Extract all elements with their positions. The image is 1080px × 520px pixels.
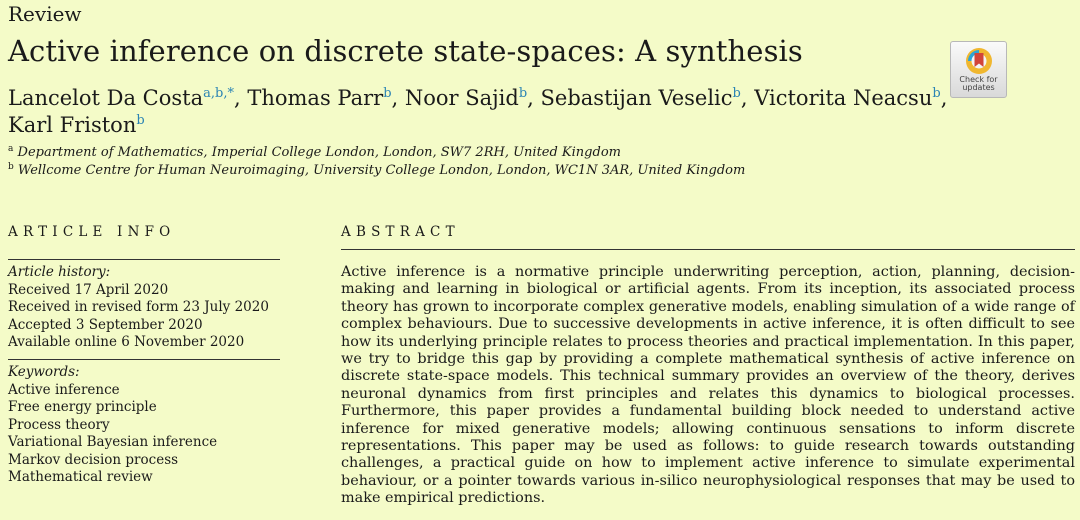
keyword-item: Variational Bayesian inference — [8, 434, 218, 450]
keyword-item: Free energy principle — [8, 399, 157, 415]
author-affil-marker[interactable]: b — [932, 86, 941, 101]
check-for-updates-icon — [964, 46, 994, 76]
author-name[interactable]: Sebastijan Veselic — [540, 86, 733, 110]
affiliation — [8, 163, 745, 178]
history-item: Available online 6 November 2020 — [8, 334, 245, 350]
affiliation-marker: a — [8, 144, 14, 154]
article-type: Review — [8, 2, 82, 26]
badge-label-line2: updates — [962, 83, 995, 92]
keyword-item: Mathematical review — [8, 469, 153, 485]
abstract-text: Active inference is a normative principle underwriting perception, action, planning, decision-making and learning in biological or artificial agents. From its inception, its associated process theory has grown to incorporate complex generative models, enabling simulation of a wide range of complex behaviours. Due to successive developments in active inference, it is often difficult to see how its underlying principle relates to process theories and practical implementation. In this paper, we try to bridge this gap by providing a complete mathematical synthesis of active inference on discrete state-space models. This technical summary provides an overview of the theory, derives neuronal dynamics from first principles and relates this dynamics to biological processes. Furthermore, this paper provides a fundamental building block needed to understand active inference for mixed generative models; allowing continuous sensations to inform discrete representations. This paper may be used as follows: to guide research towards outstanding challenges, a practical guide on how to implement active inference to simulate experimental behaviour, or a pointer towards various in-silico neurophysiological responses that may be used to make empirical predictions. — [341, 264, 1075, 507]
history-heading: Article history: — [8, 264, 111, 280]
divider — [8, 359, 280, 360]
history-item: Accepted 3 September 2020 — [8, 316, 203, 333]
affiliation — [8, 145, 621, 160]
affiliation-text: Department of Mathematics, Imperial College London, London, SW7 2RH, United Kingdom — [17, 145, 621, 160]
history-item: Received 17 April 2020 — [8, 281, 169, 298]
article-info-heading: ARTICLE INFO — [8, 224, 176, 240]
keyword-item: Process theory — [8, 416, 110, 433]
check-for-updates-button[interactable] — [950, 41, 1007, 98]
badge-label-line1: Check for — [959, 75, 998, 84]
author-name[interactable]: Thomas Parr — [247, 86, 384, 110]
divider — [8, 259, 280, 260]
affiliation-text: Wellcome Centre for Human Neuroimaging, University College London, London, WC1N 3AR, United Kingdom — [17, 163, 746, 178]
abstract-heading: ABSTRACT — [341, 224, 460, 240]
author-affil-marker[interactable]: b — [732, 86, 741, 101]
divider — [341, 249, 1075, 250]
author-affil-marker[interactable]: b — [518, 86, 528, 101]
paper-title: Active inference on discrete state-spaces: A synthesis — [8, 34, 803, 68]
author-list: Lancelot Da Costa$^{a,b,*}$, Thomas Parr$^b$, Noor Sajid$^b$, Sebastijan Veselic$^b$, Victorita Neacsu$^b$, Karl Friston$^b$ — [8, 86, 948, 137]
history-item: Received in revised form 23 July 2020 — [8, 299, 269, 315]
author-affil-marker[interactable]: b — [136, 113, 145, 128]
author-affil-marker[interactable]: a,b,* — [203, 86, 234, 101]
keywords-heading: Keywords: — [8, 364, 80, 380]
author-name[interactable]: Noor Sajid — [404, 86, 519, 110]
keywords — [8, 364, 283, 487]
author-name[interactable]: Karl Friston — [8, 113, 137, 137]
affiliation-marker: b — [8, 162, 14, 172]
author-name[interactable]: Victorita Neacsu — [754, 86, 933, 110]
author-affil-marker[interactable]: b — [383, 86, 392, 101]
keyword-item: Markov decision process — [8, 451, 179, 468]
author-name[interactable]: Lancelot Da Costa — [8, 86, 204, 110]
article-history — [8, 264, 283, 352]
keyword-item: Active inference — [8, 381, 120, 398]
